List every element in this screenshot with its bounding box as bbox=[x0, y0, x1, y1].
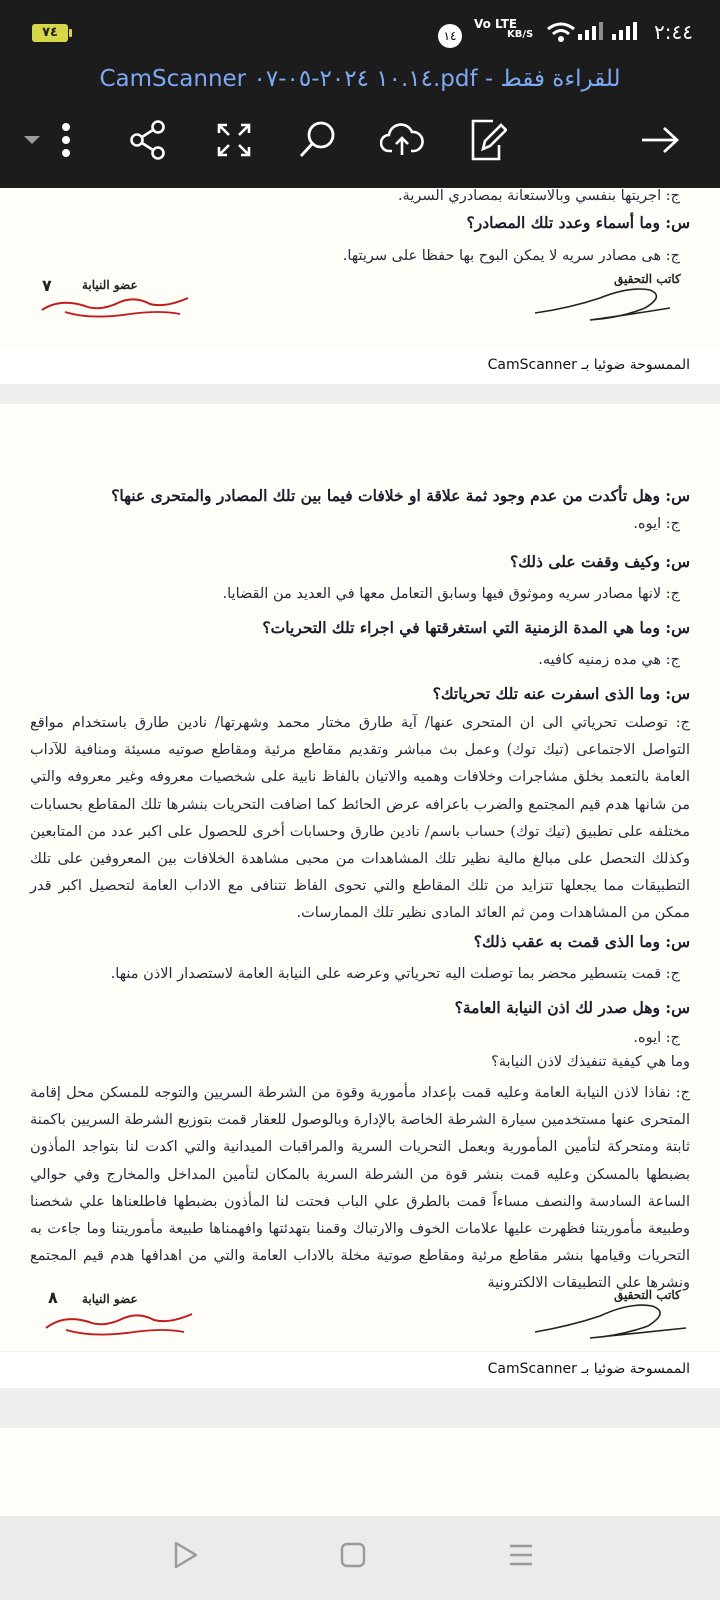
answer-paragraph: ج: توصلت تحرياتي الى ان المتحرى عنها/ آية طارق مختار محمد وشهرتها/ نادين طارق باستخدام مواقع التواصل الاجتماعى (تيك توك) وعمل بث مباشر وتقديم مقاطع مرئية ومقاطع صوتيه مسيئة ومنافية للآداب العامة بالتعمد بخلق مشاجرات وخلافات وهميه والاتيان بالفاظ نابية على شخصيات معروفه وغير معروفه والتي من شانها هدم قيم المجتمع والضرب باعرافه عرض الحائط كما اضافت التحريات بنشرها تلك المقاطع بحسابات مختلفه على تطبيق (تيك توك) حساب باسم/ نادين طارق وحسابات أخرى للحصول على اكبر عدد من المتابعين وكذلك التحصل على مبالغ مالية نظير تلك المشاهدات من محبى مشاهدة الخلافات بين المعروفين على تلك التطبيقات مما يجعلها تتزايد من تلك المقاطع والتي تحوى الفاظ تتنافى مع الاداب العامة لتحصيل اكبر قدر ممكن من المشاهدات ومن ثم العائد المادى نظير تلك الممارسات. bbox=[30, 715, 690, 922]
prosecution-label: عضو النيابة bbox=[82, 278, 138, 292]
question-line: س: وما أسماء وعدد تلك المصادر؟ bbox=[466, 213, 690, 232]
caption-text: الممسوحة ضوئيا بـ CamScanner bbox=[487, 357, 690, 373]
caption-text: الممسوحة ضوئيا بـ CamScanner bbox=[487, 1361, 690, 1377]
scanned-caption bbox=[0, 1352, 720, 1388]
system-nav-bar bbox=[0, 1516, 720, 1600]
answer-line: ج: قمت بتسطير محضر بما توصلت اليه تحرياتي وعرضه على النيابة العامة لاستصدار الاذن منها. bbox=[110, 966, 680, 982]
document-page-7[interactable] bbox=[0, 188, 720, 348]
battery-icon bbox=[32, 24, 68, 42]
wifi-icon bbox=[546, 22, 576, 44]
writer-signature bbox=[530, 1294, 690, 1346]
answer-paragraph: ج: نفاذا لاذن النيابة العامة وعليه قمت بإعداد مأمورية وقوة من الشرطة السريين والتوجه للمسكن محل إقامة المتحرى عنها مستخدمين سيارة الشرطة الخاصة بالإدارة وبالوصول للعقار قمت بتوزيع الشرطة السريين باكمنة ثابتة ومتحركة لتأمين المأمورية وبعمل التحريات السرية والمراقبات الميدانية والتي اكدت لنا بتواجد المأذون بضبطها بالمسكن وعليه قمت بنشر قوة من الشرطة السرية بالمكان لتأمين المداخل والمخارج وفي حوالي الساعة السادسة والنصف مساءاً قمت بالطرق علي الباب فحتت لنا المأذون بضبطها فاطلعناها علي شخصنا وطبيعة مأموريتنا فظهرت عليها علامات الخوف والارتباك وقمنا بتهدئتها وافهمناها طبيعة مأموريتنا وما جاءت به التحريات وقيامها بنشر مقاطع مرئية ومقاطع صوتية مخلة بالاداب العامة والتي من اهدافها هدم قيم المجتمع ونشرها علي التطبيقات الالكترونية bbox=[30, 1085, 690, 1292]
more-options-icon[interactable] bbox=[36, 112, 96, 168]
scanned-caption bbox=[0, 348, 720, 384]
question-line: س: وكيف وقفت على ذلك؟ bbox=[510, 552, 690, 571]
share-icon[interactable] bbox=[118, 112, 178, 168]
clock: ٢:٤٤ bbox=[654, 20, 693, 44]
answer-line: ج: هى مصادر سريه لا يمكن البوح بها حفظا على سريتها. bbox=[342, 248, 680, 264]
question-line: س: وما الذى قمت به عقب ذلك؟ bbox=[473, 932, 690, 951]
edit-icon[interactable] bbox=[458, 112, 518, 168]
home-icon[interactable] bbox=[340, 1542, 366, 1568]
answer-line: ج: لانها مصادر سريه وموثوق فيها وسابق التعامل معها في العديد من القضايا. bbox=[222, 586, 680, 602]
notification-badge: ١٤ bbox=[438, 24, 462, 48]
volte-indicator: Vo LTE bbox=[474, 17, 518, 31]
answer-line: ج: اجريتها بنفسي وبالاستعانة بمصادري السرية. bbox=[397, 188, 680, 204]
document-page-8[interactable] bbox=[0, 404, 720, 1351]
question-line: س: وهل صدر لك اذن النيابة العامة؟ bbox=[454, 998, 690, 1017]
next-arrow-icon[interactable] bbox=[630, 112, 690, 168]
answer-line: ج: ايوه. bbox=[633, 1030, 680, 1046]
recents-icon[interactable] bbox=[508, 1542, 534, 1568]
signal-icon-2 bbox=[612, 22, 637, 40]
battery-level: ٧٤ bbox=[42, 25, 58, 40]
writer-label: كاتب التحقيق bbox=[614, 1288, 681, 1302]
document-title: CamScanner ١٠.١٤ ٢٠٢٤-٠٥-٠٧.pdf - للقراءة فقط bbox=[99, 66, 621, 92]
app-toolbar bbox=[0, 62, 720, 188]
signal-icon-1 bbox=[578, 22, 603, 40]
speed-unit: KB/S bbox=[507, 29, 534, 40]
question-line: وما هي كيفية تنفيذك لاذن النيابة؟ bbox=[491, 1054, 690, 1070]
page-number: ٨ bbox=[48, 1288, 58, 1307]
status-bar bbox=[0, 0, 720, 62]
prosecution-signature bbox=[44, 1302, 194, 1342]
question-line: س: وما هي المدة الزمنية التي استغرقتها في اجراء تلك التحريات؟ bbox=[262, 618, 690, 637]
page-number: ٧ bbox=[42, 276, 52, 295]
prosecution-signature bbox=[40, 288, 190, 323]
writer-signature bbox=[530, 278, 680, 328]
writer-label: كاتب التحقيق bbox=[614, 272, 681, 286]
document-page-9[interactable] bbox=[0, 1428, 720, 1516]
fullscreen-icon[interactable] bbox=[204, 112, 264, 168]
answer-line: ج: هي مده زمنيه كافيه. bbox=[538, 652, 680, 668]
cloud-upload-icon[interactable] bbox=[372, 112, 432, 168]
question-line: س: وما الذى اسفرت عنه تلك تحرياتك؟ bbox=[432, 684, 690, 703]
question-line: س: وهل تأكدت من عدم وجود ثمة علاقة او خلافات فيما بين تلك المصادر والمتحرى عنها؟ bbox=[111, 486, 690, 505]
prosecution-label: عضو النيابة bbox=[82, 1292, 138, 1306]
search-icon[interactable] bbox=[288, 112, 348, 168]
back-icon[interactable] bbox=[172, 1540, 200, 1570]
answer-line: ج: ايوه. bbox=[633, 516, 680, 532]
